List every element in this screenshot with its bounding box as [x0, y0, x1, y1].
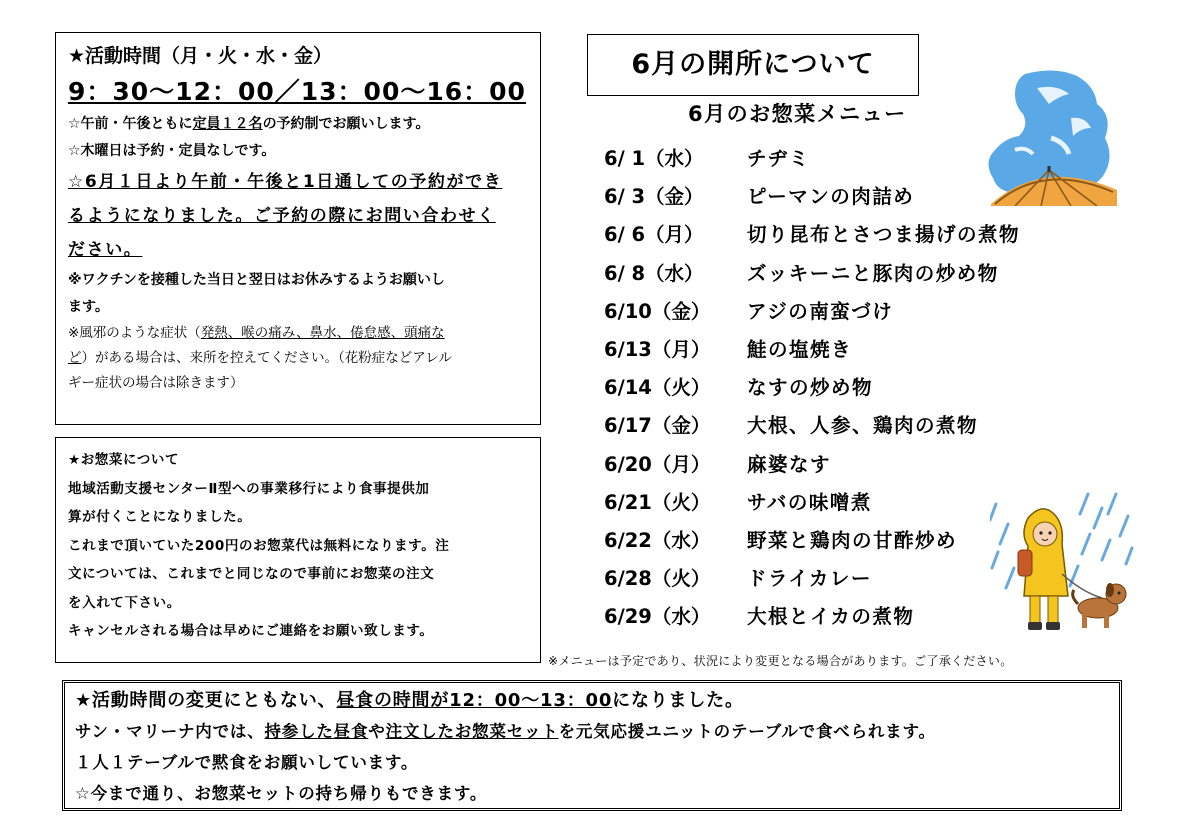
menu-date: 6/14（火）	[604, 376, 711, 400]
menu-dish: 鮭の塩焼き	[747, 337, 853, 361]
menu-dish: 麻婆なす	[747, 452, 832, 476]
menu-title: 6月のお惣菜メニュー	[688, 102, 907, 126]
activity-title: ★活動時間（月・火・水・金）	[68, 45, 333, 67]
souzai-line: 地域活動支援センターⅡ型への事業移行により食事提供加	[68, 480, 430, 497]
menu-item	[604, 369, 1164, 407]
activity-hours-box	[55, 32, 541, 425]
activity-hours: 9：30～12：00／13：00～16：00	[68, 77, 526, 106]
rain-walker-icon	[990, 490, 1135, 635]
lunch-silent-line: １人１テーブルで黙食をお願いしています。	[75, 753, 419, 772]
menu-dish: アジの南蛮づけ	[747, 299, 894, 323]
menu-date: 6/20（月）	[604, 452, 711, 476]
menu-dish: 大根とイカの煮物	[747, 605, 915, 629]
souzai-info-box	[55, 437, 541, 663]
menu-date: 6/17（金）	[604, 414, 711, 438]
thursday-line: ☆木曜日は予約・定員なしです。	[68, 143, 276, 159]
menu-dish: サバの味噌煮	[747, 490, 872, 514]
menu-item	[604, 331, 1164, 369]
menu-dish: 野菜と鶏肉の甘酢炒め	[747, 528, 958, 552]
souzai-line: キャンセルされる場合は早めにご連絡をお願い致します。	[68, 623, 434, 639]
menu-dish: なすの炒め物	[747, 376, 874, 400]
souzai-line: 文については、これまでと同じなので事前にお惣菜の注文	[68, 566, 435, 582]
menu-dish: 大根、人参、鶏肉の煮物	[747, 414, 979, 438]
menu-date: 6/ 6（月）	[604, 223, 704, 247]
menu-date: 6/21（火）	[604, 490, 711, 514]
menu-item	[604, 293, 1164, 331]
lunch-time-line: ★活動時間の変更にともない、昼食の時間が12：00～13：00になりました。	[75, 690, 744, 711]
menu-dish: 切り昆布とさつま揚げの煮物	[747, 223, 1021, 247]
menu-item	[604, 216, 1164, 254]
reservation-notice: ☆6月１日より午前・午後と1日通しての予約ができ るようになりました。ご予約の際にお問い合わせく ださい。	[68, 172, 503, 260]
umbrella-icon	[985, 66, 1125, 206]
capacity-line: ☆午前・午後ともに定員１２名の予約制でお願いします。	[68, 116, 430, 132]
menu-date: 6/10（金）	[604, 299, 711, 323]
menu-date: 6/ 3（金）	[604, 185, 704, 209]
menu-dish: チヂミ	[747, 147, 811, 170]
symptom-notice: ※風邪のような症状（発熱、喉の痛み、鼻水、倦怠感、頭痛な ど）がある場合は、来所を控えてください。（花粉症などアレル ギー症状の場合は除きます）	[68, 325, 452, 391]
lunch-takeout-line: ☆今まで通り、お惣菜セットの持ち帰りもできます。	[75, 784, 488, 803]
vaccine-notice: ※ワクチンを接種した当日と翌日はお休みするようお願いし ます。	[68, 272, 445, 315]
menu-item	[604, 407, 1164, 445]
menu-note: ※メニューは予定であり、状況により変更となる場合があります。ご了承ください。	[548, 654, 1013, 668]
menu-date: 6/ 1（水）	[604, 147, 704, 170]
menu-item	[604, 255, 1164, 293]
souzai-line: 算が付くことになりました。	[68, 509, 252, 525]
menu-dish: ドライカレー	[747, 567, 872, 591]
souzai-line: を入れて下さい。	[68, 594, 181, 611]
menu-date: 6/28（火）	[604, 567, 711, 591]
souzai-line: これまで頂いていた200円のお惣菜代は無料になります。注	[68, 537, 450, 554]
menu-dish: ピーマンの肉詰め	[747, 185, 915, 209]
menu-item	[604, 446, 1164, 484]
menu-date: 6/22（水）	[604, 528, 711, 552]
menu-date: 6/ 8（水）	[604, 261, 704, 285]
menu-date: 6/29（水）	[604, 605, 711, 629]
menu-dish: ズッキーニと豚肉の炒め物	[747, 261, 999, 285]
lunch-place-line: サン・マリーナ内では、持参した昼食や注文したお惣菜セットを元気応援ユニットのテーブルで食べられます。	[75, 722, 936, 741]
menu-date: 6/13（月）	[604, 337, 711, 361]
page-title: 6月の開所について	[587, 34, 919, 96]
lunch-info-box	[62, 680, 1122, 811]
souzai-line: ★お惣菜について	[68, 452, 180, 468]
